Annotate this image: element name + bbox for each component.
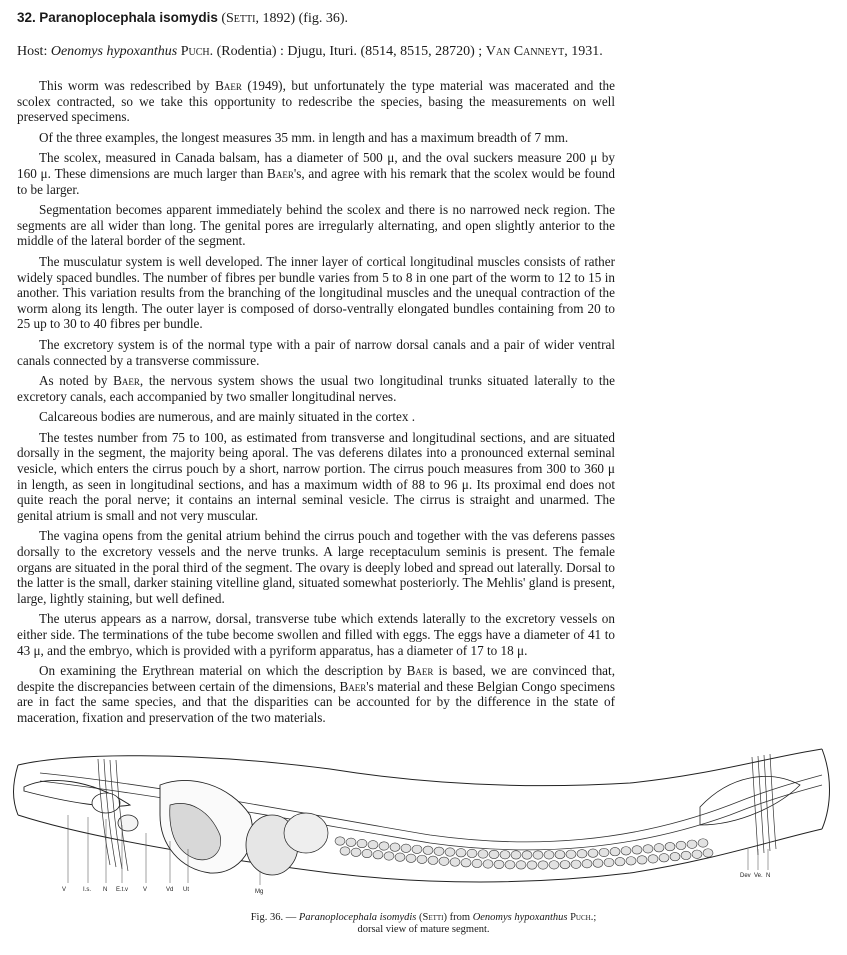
egg (461, 859, 471, 867)
vessel-bands-left (98, 759, 128, 871)
egg (527, 861, 537, 869)
segment-outline-upper (18, 749, 822, 786)
caption-species: Paranoplocephala isomydis (298, 912, 417, 923)
egg (395, 853, 405, 861)
egg (670, 852, 680, 860)
figure-label-is: I.s. (83, 887, 92, 893)
author-name: Baer (215, 78, 242, 93)
body-paragraph (17, 130, 615, 146)
figure-label-etv: E.t.v (116, 887, 129, 893)
figure-label-vd: Vd (166, 887, 174, 893)
body-paragraph (17, 611, 615, 658)
egg (368, 841, 378, 849)
egg (335, 837, 345, 845)
species-author: Setti (226, 11, 256, 26)
paragraph-text: This worm was redescribed by (39, 78, 216, 93)
paragraph-text: The musculatur system is well developed. The inner layer of cortical longitudinal muscles consists of rather widely spaced bundles. The number of fibres per bundle varies from 5 to 8 in one part of the worm to 12 to 15 in another. This variation results from the branching of the longitudinal muscles and the unequal contraction of the worm along its length. The outer layer is composed of dorso-ventrally elongated bundles containing from 20 to 25 up to 30 to 40 fibres per bundle. (17, 253, 615, 332)
figure-36-drawing (10, 745, 840, 915)
egg (346, 838, 356, 846)
egg (593, 859, 603, 867)
egg (571, 860, 581, 868)
egg (456, 849, 466, 857)
egg (588, 849, 598, 857)
uterus-termination-right (700, 776, 800, 825)
egg (384, 852, 394, 860)
egg (698, 839, 708, 847)
paragraph-text: The excretory system is of the normal type with a pair of narrow dorsal canals and a pair of wider ventral canals connected by a transverse commissure. (17, 336, 615, 368)
egg (637, 856, 647, 864)
figure-caption (0, 912, 847, 936)
body-paragraph (17, 528, 615, 606)
egg (401, 844, 411, 852)
paragraph-text: (1949), but unfortunately the type material was macerated and the scolex contracted, so we take this opportunity to redescribe the species, basing the measurements on well preserved specimens. (17, 78, 615, 125)
egg (434, 847, 444, 855)
caption-author: (Setti) (419, 912, 448, 923)
host-collector: Van Canneyt (485, 44, 565, 59)
author-name: Baer (406, 663, 434, 679)
body-text (17, 78, 615, 731)
egg (544, 851, 554, 859)
egg (610, 847, 620, 855)
caption-host-author: Puch. (570, 912, 594, 923)
egg (445, 848, 455, 856)
paragraph-text: The uterus appears as a narrow, dorsal, transverse tube which extends laterally to the excretory vessels on either side. The terminations of the tube become swollen and filled with eggs. The eggs have a diameter of 41 to 43 μ, and the embryo, which is provided with a pyriform apparatus, has a diameter of 17 to 18 μ. (17, 611, 615, 658)
author-name: Baer (267, 165, 294, 181)
egg (478, 850, 488, 858)
caption-from: from (447, 912, 473, 923)
egg (417, 855, 427, 863)
author-name: Baer (339, 678, 367, 694)
egg (472, 859, 482, 867)
egg (439, 857, 449, 865)
egg (615, 857, 625, 865)
egg (450, 858, 460, 866)
egg (703, 849, 713, 857)
paragraph-text: On examining the Erythrean material on which the description by (39, 663, 407, 679)
paragraph-text: As noted by (39, 373, 114, 389)
egg (373, 851, 383, 859)
egg (687, 840, 697, 848)
egg (390, 843, 400, 851)
egg (560, 860, 570, 868)
egg (665, 842, 675, 850)
paragraph-text: , the nervous system shows the usual two longitudinal trunks situated laterally to the excretory canals, each accompanied by two smaller longitudinal nerves. (17, 373, 615, 404)
author-name: Baer (113, 373, 140, 389)
egg (505, 861, 515, 869)
paragraph-text: Segmentation becomes apparent immediately behind the scolex and there is no narrowed neck region. The segments are all wider than long. The genital pores are irregularly alternating, and open slightly anterior to the middle of the lateral border of the segment. (17, 202, 615, 249)
egg (681, 851, 691, 859)
host-details: (Rodentia) : Djugu, Ituri. (8514, 8515, 28720) ; (216, 44, 483, 59)
egg (577, 850, 587, 858)
egg (362, 849, 372, 857)
egg (500, 851, 510, 859)
egg (428, 856, 438, 864)
egg (643, 845, 653, 853)
figure-label-n-right: N (766, 873, 771, 879)
egg (511, 851, 521, 859)
egg (489, 850, 499, 858)
egg (340, 847, 350, 855)
figure-label-v2: V (143, 887, 148, 893)
egg (654, 844, 664, 852)
segment-end-right (822, 749, 830, 829)
egg (676, 841, 686, 849)
egg (626, 857, 636, 865)
figure-label-n: N (103, 887, 108, 893)
egg (357, 839, 367, 847)
egg (604, 858, 614, 866)
heading-year-ref: , 1892) (fig. 36). (255, 11, 349, 26)
caption-prefix: Fig. 36. — (250, 912, 299, 923)
paragraph-text: The vagina opens from the genital atrium behind the cirrus pouch and together with the vas deferens passes dorsally to the excretory vessels and the nerve trunks. A large receptaculum seminis is present. The female organs are situated in the poral third of the segment. The ovary is deeply lobed and spread out laterally. Dorsal to the latter is the small, darker staining vitelline gland, situated somewhat posteriorly. The Mehlis' gland is present, large, lightly staining, but well defined. (17, 528, 615, 606)
egg (423, 846, 433, 854)
paragraph-text: 's material and these Belgian Congo specimens are in fact the same species, and that the disparities can be accounted for by the difference in the state of maceration, fixation and preservation of the two materials. (17, 678, 615, 725)
egg (379, 842, 389, 850)
body-paragraph (17, 202, 615, 249)
egg (533, 851, 543, 859)
caption-end: ; (593, 912, 597, 923)
body-paragraph (17, 254, 615, 332)
body-paragraph (17, 373, 615, 404)
paragraph-text: Of the three examples, the longest measures 35 mm. in length and has a maximum breadth of 7 mm. (39, 129, 569, 145)
egg (621, 847, 631, 855)
egg (351, 848, 361, 856)
host-label: Host: (17, 44, 48, 59)
host-species: Oenomys hypoxanthus (50, 44, 178, 59)
species-name: Paranoplocephala isomydis (39, 10, 218, 25)
egg (538, 861, 548, 869)
figure-label-ut: Ut (183, 887, 189, 893)
egg (467, 849, 477, 857)
vessel-bands-right (752, 754, 776, 855)
egg (632, 846, 642, 854)
egg (582, 860, 592, 868)
egg (516, 861, 526, 869)
egg (555, 850, 565, 858)
host-line (17, 44, 603, 60)
host-species-author: Puch. (180, 44, 214, 59)
egg (599, 848, 609, 856)
species-heading: 32. Paranoplocephala isomydis (Setti, 1892) (fig. 36). (17, 10, 349, 26)
paragraph-text: Calcareous bodies are numerous, and are mainly situated in the cortex . (39, 409, 416, 425)
body-paragraph (17, 663, 615, 725)
caption-line-2: dorsal view of mature segment. (357, 924, 490, 935)
egg (549, 861, 559, 869)
egg (692, 850, 702, 858)
body-paragraph (17, 430, 615, 524)
paragraph-text: The scolex, measured in Canada balsam, has a diameter of 500 μ, and the oval suckers measure 200 μ by 160 μ. These dimensions are much larger than (17, 150, 615, 181)
figure-label-v1: V (62, 887, 67, 893)
paragraph-text: 's, and agree with his remark that the scolex would be found to be larger. (17, 165, 615, 197)
egg (494, 860, 504, 868)
paragraph-text: The testes number from 75 to 100, as estimated from transverse and longitudinal sections, and are situated dorsally in the segment, the majority being aporal. The vas deferens dilates into a pronounced external seminal vesicle, which enters the cirrus pouch by a short, narrow portion. The cirrus pouch measures from 300 to 360 μ in length, as seen in longitudinal sections, and has a maximum width of 88 to 96 μ. Its proximal end does not quite reach the poral nerve; it contains an internal seminal vesicle. The cirrus is straight and unarmed. The genital atrium is small and not very muscular. (17, 429, 615, 523)
host-year: , 1931. (564, 44, 603, 59)
figure-label-mg: Mg (255, 889, 264, 895)
egg (406, 854, 416, 862)
egg (648, 855, 658, 863)
body-paragraph (17, 409, 615, 425)
seminal-vesicle (92, 793, 120, 813)
egg (566, 850, 576, 858)
body-paragraph (17, 150, 615, 197)
body-paragraph (17, 78, 615, 125)
segment-end-left (14, 765, 19, 815)
excretory-canal-dorsal (40, 773, 822, 842)
section-number: 32. (17, 10, 36, 25)
body-paragraph (17, 337, 615, 368)
caption-host: Oenomys hypoxanthus (472, 912, 568, 923)
figure-label-dev: Dev (740, 873, 751, 879)
egg (412, 845, 422, 853)
figure-label-ve: Ve. (754, 873, 763, 879)
paragraph-text: is based, we are convinced that, despite the discrepancies between certain of the dimensions, (17, 663, 615, 694)
egg (522, 851, 532, 859)
egg (483, 860, 493, 868)
uterus-swelling-left (284, 813, 328, 853)
egg (659, 854, 669, 862)
